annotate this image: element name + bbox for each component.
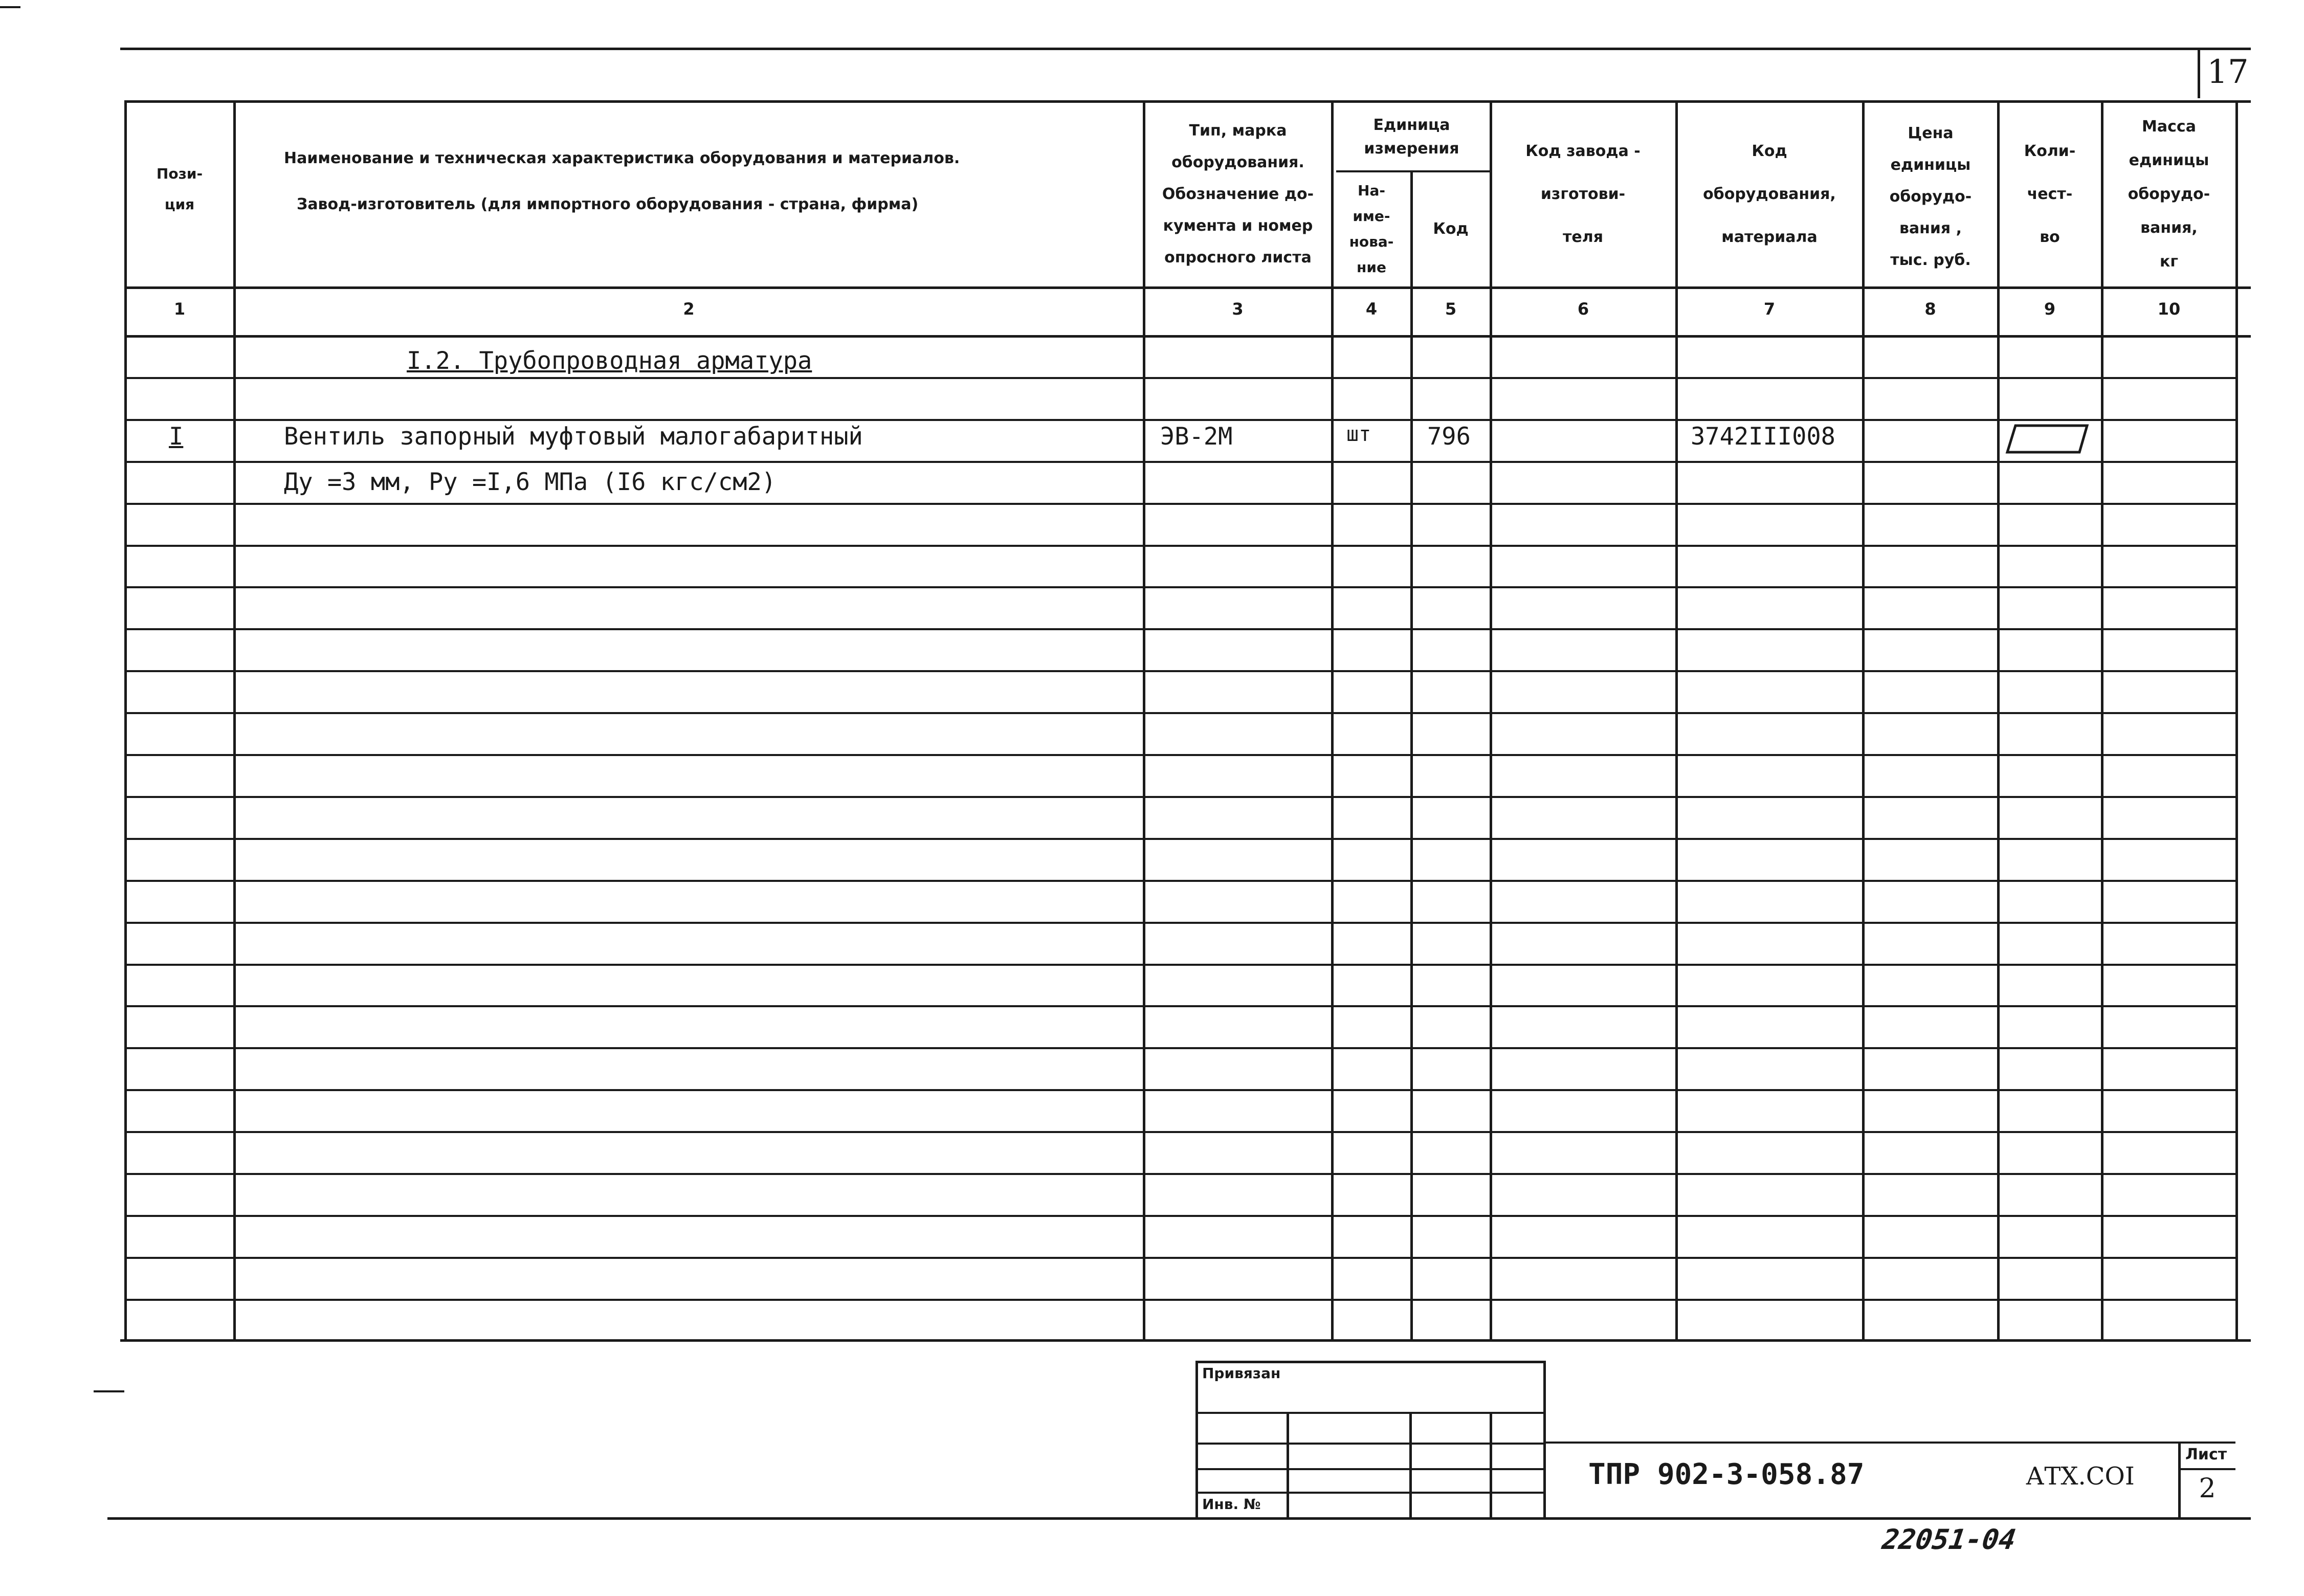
table-top-line (125, 100, 2251, 103)
vline-4 (1410, 170, 1413, 1340)
header-name-line2: Завод-изготовитель (для импортного оборудования - страна, фирма) (297, 195, 919, 213)
table-row-line (125, 1089, 2235, 1091)
margin-tick-left (94, 1390, 124, 1392)
header-unit-name: На- име- нова- ние (1349, 182, 1394, 276)
table-bottom-line (120, 1339, 2251, 1342)
stamp-line-3 (1195, 1468, 1546, 1470)
colnum-4: 4 (1365, 299, 1378, 319)
table-row-line (125, 670, 2235, 672)
item-equipment-code: 3742III008 (1691, 423, 1835, 451)
header-name-line1: Наименование и техническая характеристика оборудования и материалов. (284, 149, 960, 167)
stamp-line-2 (1195, 1443, 1546, 1445)
vline-8 (1997, 100, 2000, 1340)
table-row-line (125, 461, 2235, 463)
vline-left (124, 100, 127, 1340)
table-row-line (125, 922, 2235, 924)
document-code: ТПР 902-3-058.87 (1588, 1458, 1865, 1491)
stamp-tied-label: Привязан (1202, 1365, 1281, 1382)
table-row-line (125, 712, 2235, 714)
table-row-line (125, 503, 2235, 505)
colnum-5: 5 (1445, 299, 1457, 319)
item-position: I (169, 423, 184, 451)
page-number: 17 (2207, 53, 2249, 91)
table-row-line (125, 838, 2235, 840)
sheet-label: Лист (2185, 1446, 2227, 1464)
sheet-code: АТХ.СОI (2026, 1462, 2135, 1491)
colnum-9: 9 (2044, 299, 2056, 319)
section-title: I.2. Трубопроводная арматура (407, 347, 812, 375)
stamp-line-1 (1195, 1412, 1546, 1414)
item-unit-code: 796 (1427, 423, 1471, 451)
table-row-line (125, 377, 2235, 379)
header-manufacturer-code: Код завода - изготови- теля (1525, 142, 1641, 246)
colnum-8: 8 (1924, 299, 1936, 319)
item-type-mark: ЭВ-2М (1160, 423, 1233, 451)
table-row-line (125, 964, 2235, 966)
table-row-line (125, 545, 2235, 547)
header-unit-mass: Масса единицы оборудо- вания, кг (2128, 118, 2210, 271)
table-row-line (125, 1047, 2235, 1049)
colnum-6: 6 (1577, 299, 1589, 319)
header-equipment-code: Код оборудования, материала (1703, 142, 1836, 246)
table-row-line (125, 880, 2235, 882)
header-position: Пози- ция (156, 165, 203, 213)
colnum-1: 1 (173, 299, 186, 319)
vline-right (2235, 100, 2238, 1340)
table-row-line (125, 1257, 2235, 1259)
header-unit-code: Код (1433, 219, 1469, 238)
sheet-number: 2 (2199, 1473, 2216, 1504)
item-unit-name: шт (1346, 423, 1371, 446)
item-name-line2: Ду =3 мм, Ру =I,6 МПа (I6 кгс/см2) (284, 468, 777, 496)
stamp-vline-1 (1287, 1412, 1289, 1517)
header-unit-price: Цена единицы оборудо- вания , тыс. руб. (1889, 124, 1972, 269)
colnum-10: 10 (2157, 299, 2181, 319)
stamp-line-4 (1195, 1492, 1546, 1494)
vline-1 (233, 100, 236, 1340)
sheet-box-mid (2178, 1468, 2235, 1470)
vline-9 (2101, 100, 2103, 1340)
table-row-line (125, 754, 2235, 756)
header-type-mark: Тип, марка оборудования. Обозначение до- кумента и номер опросного листа (1162, 122, 1314, 267)
header-bottom-line (125, 286, 2251, 289)
quantity-parallelogram-mark (2005, 424, 2090, 454)
header-unit-group-label: Единица измерения (1364, 116, 1459, 158)
numbers-bottom-line (125, 335, 2251, 338)
footer-number: 22051-04 (1880, 1523, 2018, 1556)
table-row-line (125, 628, 2235, 630)
page-number-box-left (2198, 49, 2200, 98)
stamp-vline-3 (1490, 1412, 1492, 1517)
vline-5 (1490, 100, 1492, 1340)
page-bottom-line (107, 1517, 2251, 1520)
table-row-line (125, 1173, 2235, 1175)
table-row-line (125, 586, 2235, 588)
vline-2 (1143, 100, 1145, 1340)
stamp-block (1195, 1361, 1546, 1517)
item-name-line1: Вентиль запорный муфтовый малогабаритный (284, 423, 863, 451)
stamp-inv-label: Инв. № (1202, 1496, 1261, 1513)
colnum-3: 3 (1232, 299, 1244, 319)
table-row-line (125, 1131, 2235, 1133)
table-row-line (125, 1299, 2235, 1301)
margin-tick-top (0, 6, 20, 8)
header-quantity: Коли- чест- во (2024, 142, 2076, 246)
colnum-7: 7 (1763, 299, 1776, 319)
table-row-line (125, 419, 2235, 421)
colnum-2: 2 (683, 299, 695, 319)
unit-subheader-line (1336, 170, 1491, 172)
vline-3 (1331, 100, 1334, 1340)
stamp-vline-2 (1409, 1412, 1412, 1517)
title-block-top-line (1546, 1442, 2235, 1444)
vline-7 (1862, 100, 1865, 1340)
vline-6 (1675, 100, 1678, 1340)
top-border-line (120, 48, 2251, 50)
table-row-line (125, 1215, 2235, 1217)
table-row-line (125, 1005, 2235, 1007)
table-row-line (125, 796, 2235, 798)
